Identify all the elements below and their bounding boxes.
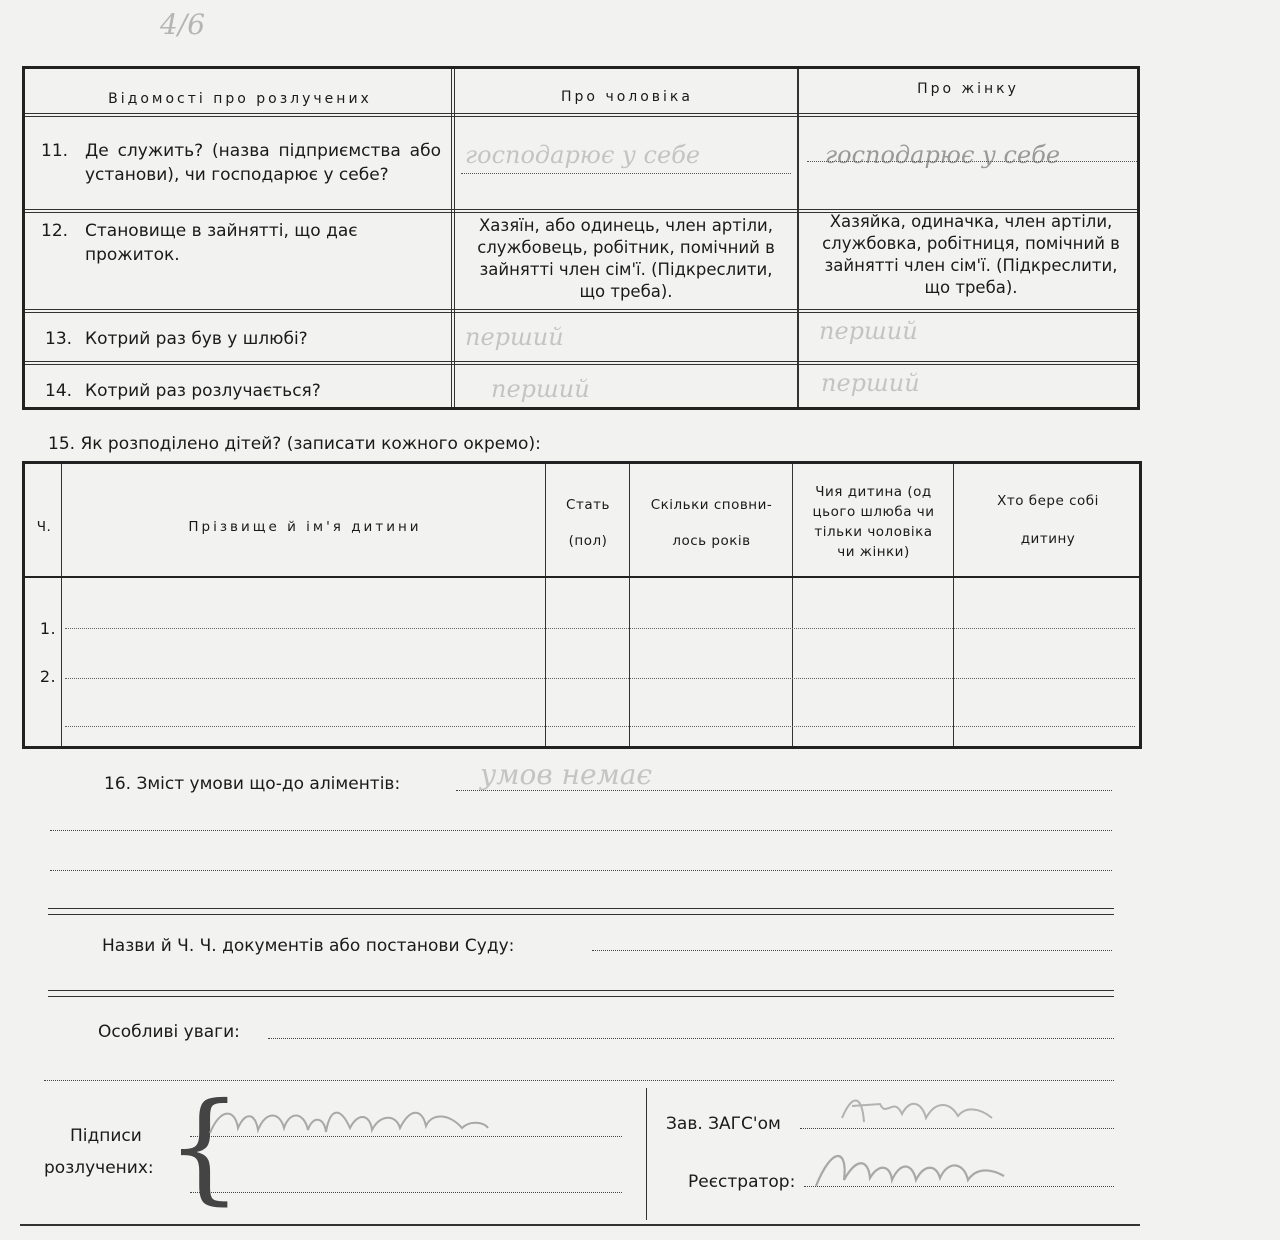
col-whose-line2: цього шлюба чи <box>812 504 935 520</box>
row-11-husband-value: господарює у себе <box>465 141 701 169</box>
divorced-signatures-label-1: Підписи <box>70 1126 142 1146</box>
row-14-num: 14. <box>45 381 73 401</box>
col-who-takes-line1: Хто бере собі <box>997 493 1099 509</box>
notes-label: Особливі уваги: <box>98 1022 240 1042</box>
col-age-line2: лось років <box>672 533 751 549</box>
header-info: Відомості про розлучених <box>108 91 372 107</box>
header-wife: Про жінку <box>917 81 1019 97</box>
divorced-signature <box>200 1098 500 1148</box>
child-row-2-num: 2. <box>39 667 57 686</box>
col-whose-line1: Чия дитина (од <box>815 484 932 500</box>
row-12-husband-options: Хазяїн, або одинець, член артіли, службовець, робітник, помічний в зайнятті член сім'ї. (Підкреслити, що треба). <box>477 216 775 301</box>
row-14-question: Котрий раз розлучається? <box>85 381 321 401</box>
col-whose-line3: тільки чоловіка <box>814 524 933 540</box>
col-sex-line1: Стать <box>566 497 610 513</box>
row-12-num: 12. <box>41 221 69 241</box>
col-num: Ч. <box>36 519 52 535</box>
registrar-label: Реєстратор: <box>688 1172 796 1192</box>
row-11-question: Де служить? (назва підприємства або установи), чи господарює у себе? <box>85 141 441 185</box>
page-number: 4/6 <box>160 8 206 41</box>
row-12-wife-options: Хазяйка, одиначка, член артіли, службовка, робітниця, помічний в зайнятті член сім'ї. (Підкреслити, що треба). <box>822 212 1120 297</box>
divorced-signatures-label-2: розлучених: <box>44 1158 154 1178</box>
row-14-wife-value: перший <box>821 369 920 397</box>
child-row-1-num: 1. <box>39 619 57 638</box>
col-child-name: Прізвище й ім'я дитини <box>188 519 422 535</box>
row-13-num: 13. <box>45 329 73 349</box>
header-husband: Про чоловіка <box>561 89 693 105</box>
row-11-num: 11. <box>41 141 69 161</box>
documents-label: Назви й Ч. Ч. документів або постанови Суду: <box>102 936 515 956</box>
col-age-line1: Скільки сповни- <box>650 497 773 513</box>
section-15-title: 15. Як розподілено дітей? (записати кожного окремо): <box>48 434 541 454</box>
col-who-takes-line2: дитину <box>1020 531 1076 547</box>
col-whose-line4: чи жінки) <box>837 544 910 560</box>
row-11-wife-value: господарює у себе <box>825 141 1061 169</box>
row-13-question: Котрий раз був у шлюбі? <box>85 329 308 349</box>
row-13-husband-value: перший <box>465 323 564 351</box>
row-12-question: Становище в зайнятті, що дає прожиток. <box>85 221 358 265</box>
registrar-signature <box>808 1140 1028 1196</box>
row-13-wife-value: перший <box>819 317 918 345</box>
zags-head-label: Зав. ЗАГС'ом <box>666 1114 781 1134</box>
signature-brace: { <box>166 1078 243 1217</box>
children-table <box>22 461 1142 749</box>
alimony-value: умов немає <box>480 758 653 791</box>
col-sex-line2: (пол) <box>568 533 608 549</box>
divorce-info-table <box>22 66 1140 410</box>
alimony-label: 16. Зміст умови що-до аліментів: <box>104 774 401 794</box>
row-14-husband-value: перший <box>491 375 590 403</box>
